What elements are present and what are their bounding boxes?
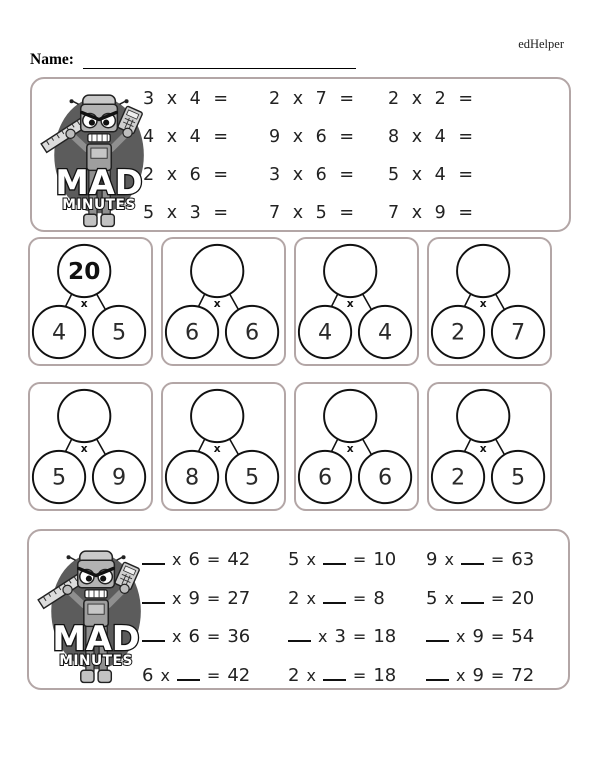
fill-in-box xyxy=(27,529,570,690)
fill-in-equation xyxy=(142,657,288,696)
mad-robot-icon xyxy=(40,88,152,231)
factor-b: 9 xyxy=(188,587,200,609)
times-sign: x xyxy=(456,665,466,685)
multiplication-problem: 9 x 6 = xyxy=(269,127,355,147)
bond-row-2 xyxy=(28,382,552,511)
times-sign: x xyxy=(172,588,182,608)
equals-sign: = xyxy=(490,550,505,569)
fill-in-equation xyxy=(142,580,288,619)
product: 72 xyxy=(511,664,535,686)
bond-factor-left: 2 xyxy=(450,464,466,491)
fill-in-equation xyxy=(288,541,426,580)
fill-in-equation xyxy=(288,580,426,619)
bond-product-circle xyxy=(58,390,110,442)
bond-factor-right: 4 xyxy=(377,319,393,346)
product: 42 xyxy=(227,549,251,570)
bond-factor-left: 8 xyxy=(184,464,200,491)
times-sign: x xyxy=(444,588,454,608)
factor-a: 5 xyxy=(288,549,300,570)
times-sign: x xyxy=(306,550,316,569)
multiplication-problem: 2 x 7 = xyxy=(269,89,355,109)
name-row xyxy=(30,51,356,69)
bond-card xyxy=(28,382,153,511)
bond-factor-right: 5 xyxy=(510,464,526,491)
bond-factor-right: 9 xyxy=(111,464,127,491)
bond-factor-left: 2 xyxy=(450,319,466,346)
bond-row-1 xyxy=(28,237,552,366)
multiplication-problem: 3 x 6 = xyxy=(269,165,355,185)
factor-b: 9 xyxy=(472,664,484,686)
fill-in-grid xyxy=(142,541,564,695)
multiplication-problem: 3 x 4 = xyxy=(143,89,229,109)
equals-sign: = xyxy=(352,550,367,569)
equals-sign: = xyxy=(206,665,221,685)
multiplication-problem: 4 x 4 = xyxy=(143,127,229,147)
fill-in-equation xyxy=(426,541,564,580)
product: 20 xyxy=(511,587,535,609)
equals-sign: = xyxy=(490,665,505,685)
bond-factor-left: 6 xyxy=(184,319,200,346)
factor-a: 5 xyxy=(426,587,438,609)
factor-b xyxy=(323,669,346,681)
bond-card xyxy=(294,382,419,511)
multiplication-problem: 7 x 5 = xyxy=(269,203,355,223)
factor-b: 3 xyxy=(334,626,346,647)
brand-text: edHelper xyxy=(518,37,564,51)
bond-card xyxy=(294,237,419,366)
fill-in-equation xyxy=(288,657,426,696)
times-sign: x xyxy=(306,665,316,685)
top-problems-box xyxy=(30,77,571,232)
factor-a xyxy=(426,630,449,642)
multiplication-problem: 2 x 2 = xyxy=(388,89,474,109)
fill-in-equation xyxy=(426,657,564,696)
product: 36 xyxy=(227,626,251,647)
equals-sign: = xyxy=(206,627,221,646)
bond-factor-right: 7 xyxy=(510,319,526,346)
multiplication-problem: 2 x 6 = xyxy=(143,165,229,185)
product: 8 xyxy=(373,587,385,609)
mad-minutes-logo xyxy=(40,88,152,228)
product: 54 xyxy=(511,626,535,647)
equals-sign: = xyxy=(206,588,221,608)
fill-in-equation xyxy=(426,618,564,657)
factor-b: 6 xyxy=(188,626,200,647)
product: 10 xyxy=(373,549,397,570)
logo-word-mad: MAD xyxy=(55,162,143,202)
bond-product: 20 xyxy=(68,257,101,285)
mad-minutes-logo xyxy=(37,544,149,684)
top-problems-grid xyxy=(143,80,565,232)
factor-a xyxy=(142,630,165,642)
factor-a xyxy=(142,553,165,565)
bond-product-circle xyxy=(191,245,243,297)
product: 63 xyxy=(511,549,535,570)
product: 42 xyxy=(227,664,251,686)
bond-operator: x xyxy=(479,441,487,455)
bond-card xyxy=(161,382,286,511)
factor-b xyxy=(323,553,346,565)
bond-card xyxy=(427,237,552,366)
equals-sign: = xyxy=(490,627,505,646)
factor-a xyxy=(288,630,311,642)
product: 18 xyxy=(373,664,397,686)
logo-word-minutes: MINUTES xyxy=(59,653,133,670)
factor-b: 9 xyxy=(472,626,484,647)
bond-card xyxy=(161,237,286,366)
bond-operator: x xyxy=(213,441,221,455)
logo-word-minutes: MINUTES xyxy=(62,197,136,214)
bond-factor-left: 4 xyxy=(317,319,333,346)
equals-sign: = xyxy=(206,550,221,569)
product: 27 xyxy=(227,587,251,609)
fill-in-equation xyxy=(426,580,564,619)
times-sign: x xyxy=(306,588,316,608)
bond-product-circle xyxy=(324,245,376,297)
bond-operator: x xyxy=(346,441,354,455)
factor-b xyxy=(323,592,346,604)
fill-in-equation xyxy=(142,541,288,580)
factor-b xyxy=(177,669,200,681)
bond-operator: x xyxy=(479,296,487,310)
bond-operator: x xyxy=(80,441,88,455)
factor-b: 6 xyxy=(188,549,200,570)
bond-factor-right: 5 xyxy=(244,464,260,491)
multiplication-problem: 5 x 4 = xyxy=(388,165,474,185)
name-label: Name: xyxy=(30,51,74,68)
bond-factor-left: 5 xyxy=(51,464,67,491)
times-sign: x xyxy=(456,627,466,646)
factor-a xyxy=(142,592,165,604)
bond-factor-right: 6 xyxy=(377,464,393,491)
equals-sign: = xyxy=(352,665,367,685)
factor-a: 9 xyxy=(426,549,438,570)
bond-product-circle xyxy=(457,390,509,442)
bond-product-circle xyxy=(324,390,376,442)
multiplication-problem: 7 x 9 = xyxy=(388,203,474,223)
factor-b xyxy=(461,592,484,604)
factor-b xyxy=(461,553,484,565)
bond-operator: x xyxy=(346,296,354,310)
fill-in-equation xyxy=(288,618,426,657)
bond-factor-right: 6 xyxy=(244,319,260,346)
times-sign: x xyxy=(172,550,182,569)
bond-product-circle xyxy=(191,390,243,442)
times-sign: x xyxy=(318,627,328,646)
equals-sign: = xyxy=(490,588,505,608)
bond-factor-right: 5 xyxy=(111,319,127,346)
name-blank-line xyxy=(83,54,356,69)
bond-factor-left: 6 xyxy=(317,464,333,491)
logo-word-mad: MAD xyxy=(52,618,140,658)
equals-sign: = xyxy=(352,627,367,646)
times-sign: x xyxy=(444,550,454,569)
bond-factor-left: 4 xyxy=(51,319,67,346)
factor-a: 6 xyxy=(142,664,154,686)
equals-sign: = xyxy=(352,588,367,608)
multiplication-problem: 8 x 4 = xyxy=(388,127,474,147)
factor-a: 2 xyxy=(288,587,300,609)
bond-operator: x xyxy=(80,296,88,310)
fill-in-equation xyxy=(142,618,288,657)
bond-card xyxy=(28,237,153,366)
bond-operator: x xyxy=(213,296,221,310)
times-sign: x xyxy=(160,665,170,685)
factor-a: 2 xyxy=(288,664,300,686)
bond-product-circle xyxy=(457,245,509,297)
bond-card xyxy=(427,382,552,511)
factor-a xyxy=(426,669,449,681)
times-sign: x xyxy=(172,627,182,646)
multiplication-problem: 5 x 3 = xyxy=(143,203,229,223)
product: 18 xyxy=(373,626,397,647)
mad-robot-icon xyxy=(37,544,149,687)
